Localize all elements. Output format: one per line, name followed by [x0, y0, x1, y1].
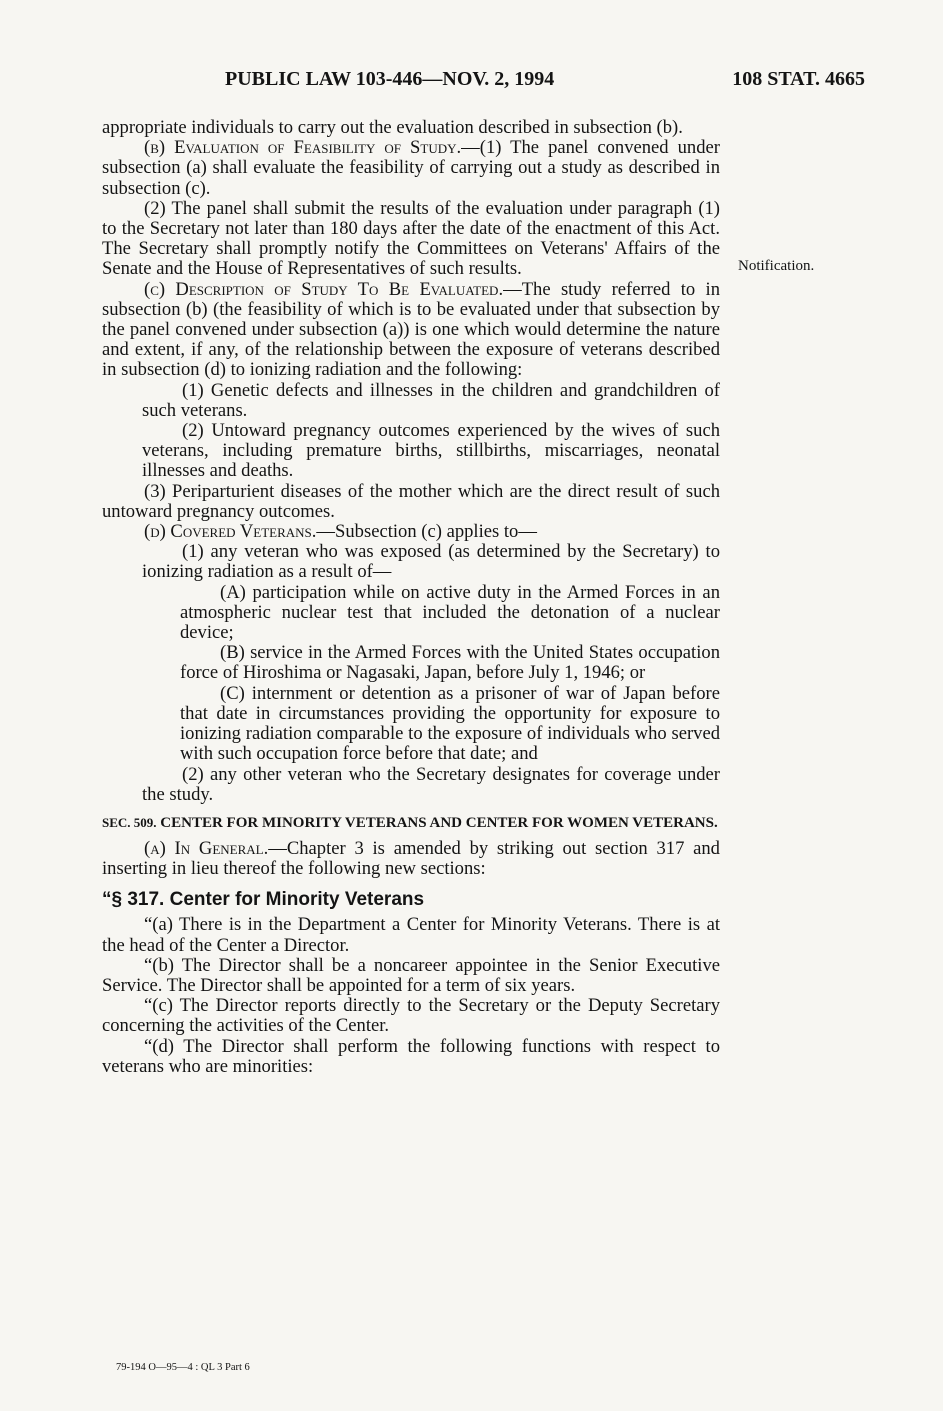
subsection-text: Chapter 3 is amended by striking out section 317 and inserting in lieu thereof the following new sections: [102, 837, 720, 880]
list-item: (1) any veteran who was exposed (as determined by the Secretary) to ionizing radiation as a result of— [142, 541, 720, 583]
subsection-d [102, 522, 720, 542]
header-title: PUBLIC LAW 103-446—NOV. 2, 1994 [225, 68, 555, 90]
subsection-caption: (c) Description of Study To Be Evaluated.— [144, 278, 522, 300]
subsection-text: (1) The panel convened under subsection (a) shall evaluate the feasibility of carrying out a study as described in subsection (c). [102, 137, 720, 199]
paragraph: “(c) The Director reports directly to the Secretary or the Deputy Secretary concerning the activities of the Center. [102, 995, 720, 1037]
subsection-caption: (a) In General.— [144, 837, 287, 859]
paragraph: “(a) There is in the Department a Center for Minority Veterans. There is at the head of the Center a Director. [102, 914, 720, 956]
paragraph: (2) The panel shall submit the results of the evaluation under paragraph (1) to the Secretary not later than 180 days after the date of the enactment of this Act. The Secretary shall promptly notify the Committees on Veterans' Affairs of the Senate and the House of Representatives of such results. [102, 197, 720, 280]
paragraph: “(d) The Director shall perform the following functions with respect to veterans who are minorities: [102, 1035, 720, 1077]
print-footer: 79-194 O—95—4 : QL 3 Part 6 [116, 1362, 250, 1373]
subsection-caption: (d) Covered Veterans.— [144, 521, 336, 543]
section-heading [102, 813, 720, 833]
sub-list-item: (A) participation while on active duty in the Armed Forces in an atmospheric nuclear test that included the detonation of a nuclear device; [180, 581, 720, 644]
margin-note: Notification. [738, 258, 815, 274]
section-subsection-a [102, 839, 720, 879]
section-number: SEC. 509. [102, 814, 157, 830]
subsection-caption: (b) Evaluation of Feasibility of Study.— [144, 137, 480, 159]
header-stat-citation: 108 STAT. 4665 [732, 68, 865, 90]
paragraph: (3) Periparturient diseases of the mother which are the direct result of such untoward pregnancy outcomes. [102, 480, 720, 522]
subsection-b [102, 138, 720, 199]
subsection-text: The study referred to in subsection (b) (the feasibility of which is to be evaluated under that subsection by the panel convened under subsection (a)) is one which would determine the nature and extent, if any, of the relationship between the exposure of veterans described in subsection (d) to ionizing radiation and the following: [102, 278, 721, 381]
body-text [102, 118, 720, 1077]
subsection-text: Subsection (c) applies to— [335, 521, 537, 543]
page-header [225, 68, 865, 94]
subsection-c [102, 280, 720, 381]
inserted-section-title: “§ 317. Center for Minority Veterans [102, 889, 425, 911]
list-item: (1) Genetic defects and illnesses in the children and grandchildren of such veterans. [142, 379, 720, 421]
list-item: (2) Untoward pregnancy outcomes experienced by the wives of such veterans, including premature births, stillbirths, miscarriages, neonatal illnesses and deaths. [142, 420, 720, 482]
section-title: CENTER FOR MINORITY VETERANS AND CENTER FOR WOMEN VETERANS. [160, 814, 718, 831]
list-item: (2) any other veteran who the Secretary designates for coverage under the study. [142, 763, 720, 805]
sub-list-item: (B) service in the Armed Forces with the United States occupation force of Hiroshima or Nagasaki, Japan, before July 1, 1946; or [180, 642, 720, 684]
paragraph: appropriate individuals to carry out the evaluation described in subsection (b). [102, 117, 683, 138]
sub-list-item: (C) internment or detention as a prisoner of war of Japan before that date in circumstances providing the opportunity for exposure to ionizing radiation comparable to the exposure of individuals who served with such occupation force before that date; and [180, 682, 720, 765]
paragraph: “(b) The Director shall be a noncareer appointee in the Senior Executive Service. The Director shall be appointed for a term of six years. [102, 954, 720, 996]
